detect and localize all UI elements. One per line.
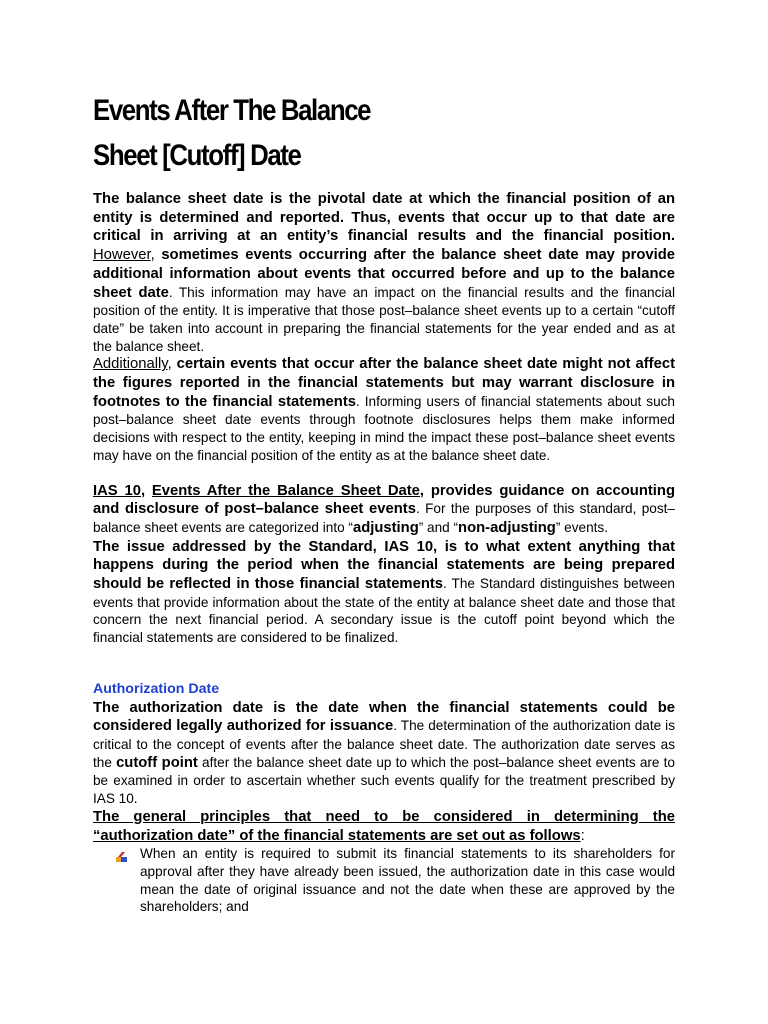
p6-bold-underline: The general principles that need to be considered in determining the “authorization date” of the financial statements are set out as follows bbox=[93, 808, 675, 844]
pencil-bullet-icon bbox=[116, 849, 127, 859]
p3-text-3: ” events. bbox=[555, 519, 608, 535]
paragraph-6 bbox=[93, 808, 675, 845]
title-line-1: Events After The Balance bbox=[93, 94, 371, 127]
list-item bbox=[93, 845, 675, 916]
ias-10-ref: IAS 10 bbox=[93, 482, 141, 499]
p3-text-1: . For the purposes of this standard, post–balance sheet events are categorized into “ bbox=[93, 501, 675, 535]
p6-colon: : bbox=[580, 827, 585, 844]
document-body bbox=[93, 190, 675, 916]
p2-comma: , bbox=[167, 356, 177, 373]
p1-dot: . bbox=[670, 228, 675, 245]
p1-bold-1: The balance sheet date is the pivotal date at which the financial position of an entity is determined and reported. Thus, events that occur up to that date are critical in arriving at an entity’s financial results and the financial position bbox=[93, 191, 675, 245]
document-title bbox=[93, 88, 609, 178]
p1-bold-2: sometimes events occurring after the balance sheet date may provide additional information about events that occurred before and up to the balance sheet date bbox=[93, 247, 675, 301]
cutoff-point-term: cutoff point bbox=[116, 754, 198, 771]
p2-bold-1: certain events that occur after the balance sheet date might not affect the figures reported in the financial statements but may warrant disclosure in footnotes to the financial statements bbox=[93, 356, 675, 410]
spacer bbox=[93, 465, 675, 482]
title-line-2: Sheet [Cutoff] Date bbox=[93, 139, 301, 172]
paragraph-2 bbox=[93, 355, 675, 464]
standard-name: Events After the Balance Sheet Date bbox=[151, 482, 420, 499]
p3-text-2: ” and “ bbox=[418, 519, 459, 535]
additionally-text: Additionally bbox=[93, 356, 168, 373]
p4-bold-1: The issue addressed by the Standard, IAS 10, is to what extent anything that happens during the period when the financial statements are being prepared should be reflected in those financial statements bbox=[93, 538, 675, 593]
p4-text-1: . The Standard distinguishes between events that provide information about the state of the entity at balance sheet date and those that concern the next financial period. A secondary issue is the cutoff point beyond which the financial statements are considered to be finalized. bbox=[93, 576, 675, 646]
p2-text-1: . Informing users of financial statements about such post–balance sheet date events through footnote disclosures helps them make informed decisions with respect to the entity, keeping in mind the impact these post–balance sheet events may have on the financial position of the entity as at the balance sheet date. bbox=[93, 393, 675, 463]
p5-bold-1: The authorization date is the date when the financial statements could be considered legally authorized for issuance bbox=[93, 699, 675, 735]
adjusting-term: adjusting bbox=[352, 519, 419, 536]
p1-comma: , bbox=[150, 247, 162, 264]
paragraph-4 bbox=[93, 538, 675, 647]
non-adjusting-term: non-adjusting bbox=[458, 519, 556, 536]
list-item-text: When an entity is required to submit its financial statements to its shareholders for approval after they have already been issued, the authorization date in this case would mean the date of original issuance and not the date when these are approved by the shareholders; and bbox=[140, 846, 675, 915]
paragraph-3 bbox=[93, 482, 675, 538]
p3-comma: , bbox=[140, 482, 152, 499]
p5-text-2: after the balance sheet date up to which the post–balance sheet events are to be examined in order to ascertain whether such events qualify for the treatment prescribed by IAS 10. bbox=[93, 754, 675, 807]
paragraph-1 bbox=[93, 190, 675, 355]
p3-bold-1: , provides guidance on accounting and disclosure of post–balance sheet events bbox=[93, 482, 675, 518]
p1-text-1: . This information may have an impact on the financial results and the financial position of the entity. It is imperative that those post–balance sheet events up to a certain “cutoff date” be taken into account in preparing the financial statements for the year ended and as at the balance sheet. bbox=[93, 284, 675, 354]
section-heading: Authorization Date bbox=[93, 680, 220, 697]
however-link: However bbox=[93, 247, 151, 264]
paragraph-5 bbox=[93, 699, 675, 808]
p5-text-1: . The determination of the authorization date is critical to the concept of events after the balance sheet date. The authorization date serves as the bbox=[93, 718, 675, 770]
